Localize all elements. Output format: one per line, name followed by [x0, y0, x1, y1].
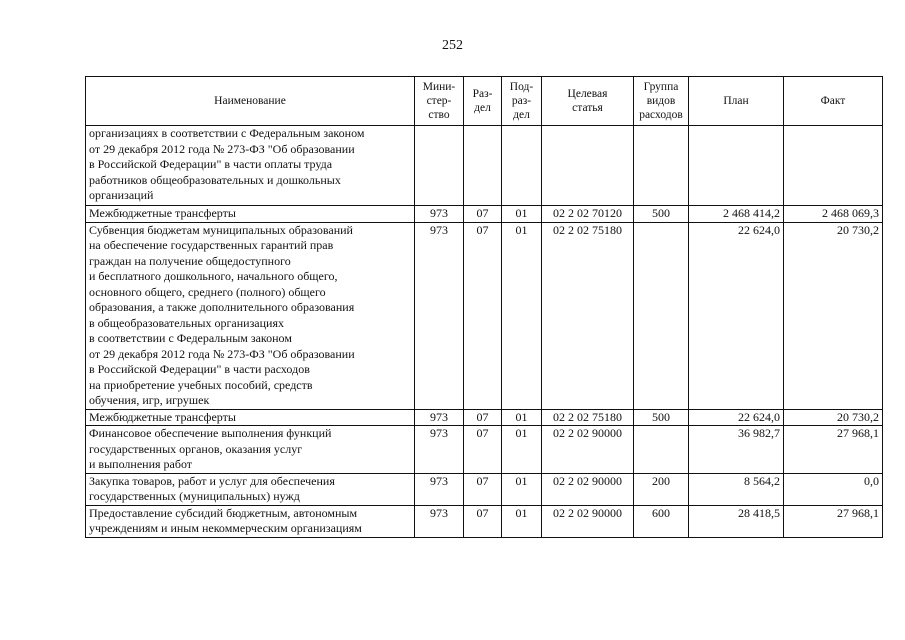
table-row: [86, 505, 883, 537]
cell-plan: 22 624,0: [689, 409, 784, 426]
cell-ministry: 973: [415, 206, 464, 223]
cell-subsection: 01: [502, 409, 542, 426]
cell-subsection: 01: [502, 206, 542, 223]
cell-subsection: 01: [502, 505, 542, 537]
table-row: [86, 409, 883, 426]
cell-name: организациях в соответствии с Федеральным законом от 29 декабря 2012 года № 273-ФЗ "Об образовании в Российской Федерации" в части оплаты труда работников общеобразовательных и дошкольных организаций: [86, 126, 415, 206]
cell-target: 02 2 02 90000: [542, 426, 634, 474]
cell-plan: 8 564,2: [689, 473, 784, 505]
cell-plan: 2 468 414,2: [689, 206, 784, 223]
cell-ministry: 973: [415, 409, 464, 426]
cell-target: [542, 126, 634, 206]
cell-group: 200: [634, 473, 689, 505]
cell-fact: 0,0: [784, 473, 883, 505]
header-fact: Факт: [784, 77, 883, 126]
cell-section: 07: [464, 409, 502, 426]
cell-fact: [784, 126, 883, 206]
page-number: 252: [442, 38, 463, 53]
cell-group: 500: [634, 206, 689, 223]
cell-name: Предоставление субсидий бюджетным, автономным учреждениям и иным некоммерческим организациям: [86, 505, 415, 537]
table-row: [86, 126, 883, 206]
cell-section: 07: [464, 426, 502, 474]
cell-subsection: 01: [502, 426, 542, 474]
header-plan: План: [689, 77, 784, 126]
cell-name: Закупка товаров, работ и услуг для обеспечения государственных (муниципальных) нужд: [86, 473, 415, 505]
cell-section: 07: [464, 505, 502, 537]
cell-plan: [689, 126, 784, 206]
cell-subsection: 01: [502, 473, 542, 505]
table-row: [86, 206, 883, 223]
cell-name: Межбюджетные трансферты: [86, 206, 415, 223]
header-name: Наименование: [86, 77, 415, 126]
cell-section: 07: [464, 473, 502, 505]
cell-plan: 28 418,5: [689, 505, 784, 537]
cell-group: [634, 426, 689, 474]
cell-group: 500: [634, 409, 689, 426]
budget-table: [85, 76, 883, 538]
header-subsection: Под- раз- дел: [502, 77, 542, 126]
cell-target: 02 2 02 75180: [542, 222, 634, 409]
cell-subsection: [502, 126, 542, 206]
table-row: [86, 426, 883, 474]
cell-ministry: [415, 126, 464, 206]
cell-ministry: 973: [415, 426, 464, 474]
cell-fact: 20 730,2: [784, 409, 883, 426]
cell-name: Субвенция бюджетам муниципальных образований на обеспечение государственных гарантий прав граждан на получение общедоступного и бесплатного дошкольного, начального общего, основного общего, среднего (полного) общего образования, а также дополнительного образования в общеобразовательных организациях в соответствии с Федеральным законом от 29 декабря 2012 года № 273-ФЗ "Об образовании в Российской Федерации" в части расходов на приобретение учебных пособий, средств обучения, игр, игрушек: [86, 222, 415, 409]
cell-section: [464, 126, 502, 206]
table-row: [86, 222, 883, 409]
cell-section: 07: [464, 222, 502, 409]
cell-target: 02 2 02 70120: [542, 206, 634, 223]
cell-name: Финансовое обеспечение выполнения функций государственных органов, оказания услуг и выполнения работ: [86, 426, 415, 474]
cell-fact: 27 968,1: [784, 505, 883, 537]
cell-fact: 20 730,2: [784, 222, 883, 409]
header-section: Раз- дел: [464, 77, 502, 126]
cell-name: Межбюджетные трансферты: [86, 409, 415, 426]
cell-target: 02 2 02 75180: [542, 409, 634, 426]
table-row: [86, 473, 883, 505]
cell-plan: 36 982,7: [689, 426, 784, 474]
cell-ministry: 973: [415, 222, 464, 409]
header-row: [86, 77, 883, 126]
cell-group: 600: [634, 505, 689, 537]
cell-ministry: 973: [415, 473, 464, 505]
cell-target: 02 2 02 90000: [542, 505, 634, 537]
cell-target: 02 2 02 90000: [542, 473, 634, 505]
cell-plan: 22 624,0: [689, 222, 784, 409]
cell-subsection: 01: [502, 222, 542, 409]
cell-fact: 2 468 069,3: [784, 206, 883, 223]
header-ministry: Мини- стер- ство: [415, 77, 464, 126]
header-group: Группа видов расходов: [634, 77, 689, 126]
cell-fact: 27 968,1: [784, 426, 883, 474]
cell-group: [634, 126, 689, 206]
header-target: Целевая статья: [542, 77, 634, 126]
cell-ministry: 973: [415, 505, 464, 537]
cell-group: [634, 222, 689, 409]
cell-section: 07: [464, 206, 502, 223]
table-body: [86, 126, 883, 538]
